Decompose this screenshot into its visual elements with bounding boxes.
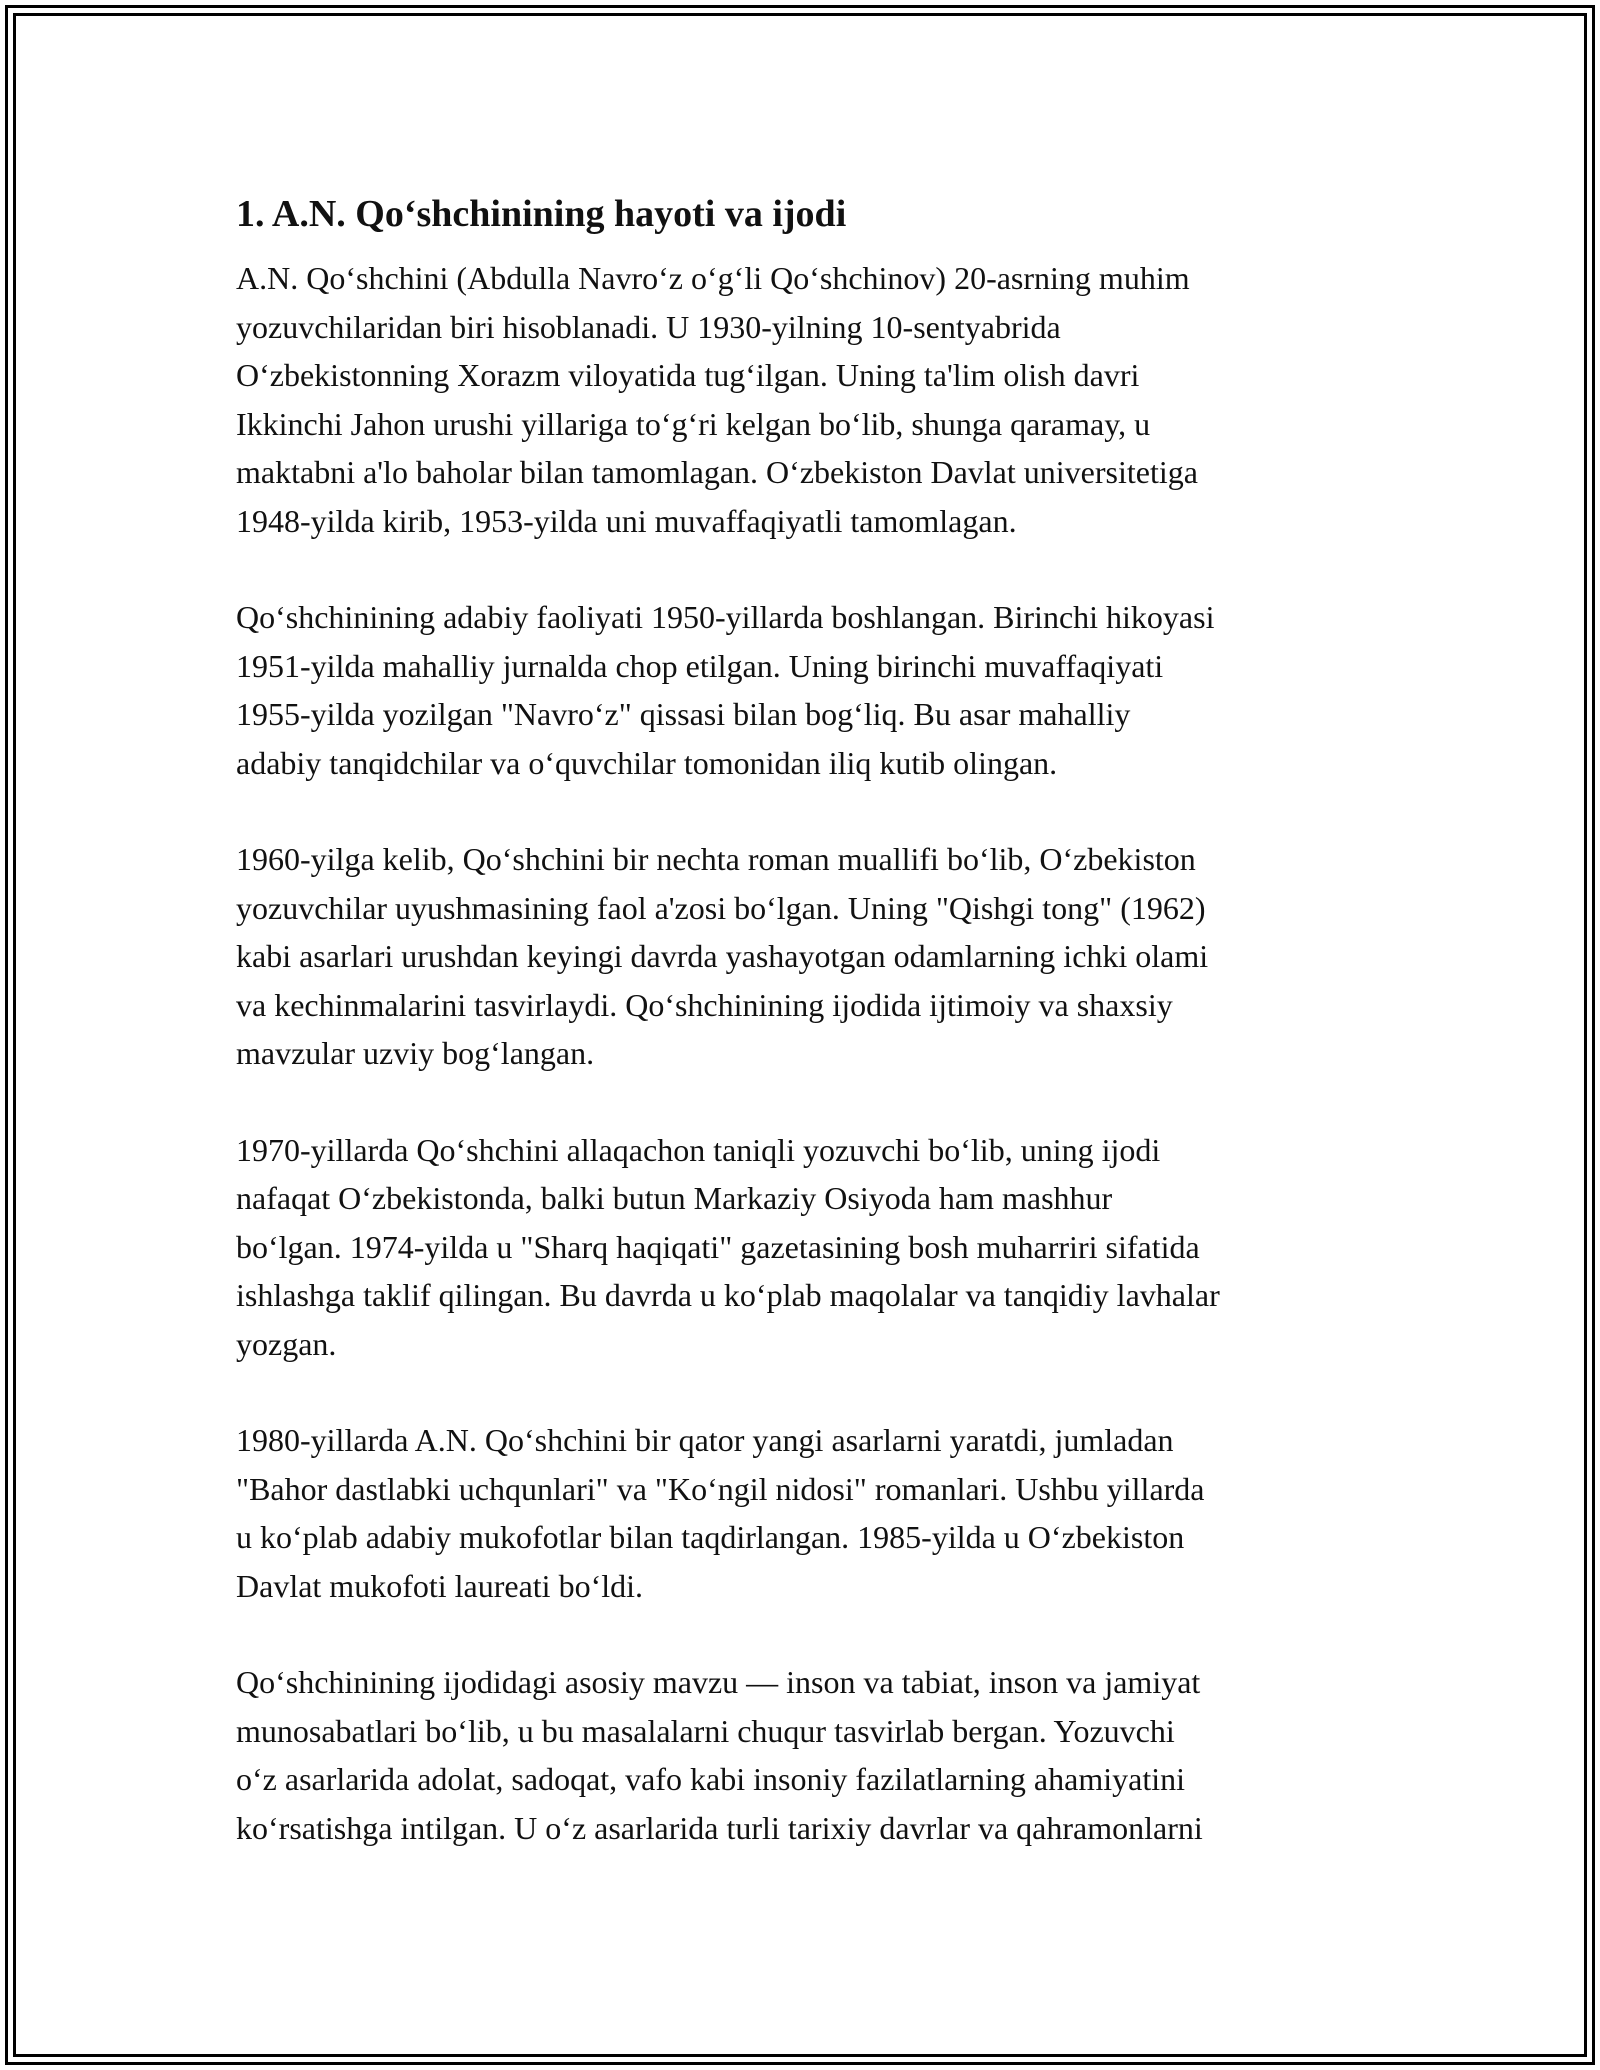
paragraph-line: o‘z asarlarida adolat, sadoqat, vafo kabi insoniy fazilatlarning ahamiyatini — [236, 1761, 1185, 1797]
paragraph-line: va kechinmalarini tasvirlaydi. Qo‘shchinining ijodida ijtimoiy va shaxsiy — [236, 986, 1173, 1023]
paragraph-line: Davlat mukofoti laureati bo‘ldi. — [236, 1567, 643, 1604]
paragraph-biography — [236, 254, 1371, 545]
paragraph-line: "Bahor dastlabki uchqunlari" va "Ko‘ngil nidosi" romanlari. Ushbu yillarda — [236, 1470, 1205, 1507]
paragraph-1960s — [236, 835, 1371, 1078]
paragraph-line: 1951-yilda mahalliy jurnalda chop etilgan. Uning birinchi muvaffaqiyati — [236, 647, 1164, 684]
paragraph-main-themes — [236, 1658, 1371, 1852]
paragraph-line: yozuvchilar uyushmasining faol a'zosi bo‘lgan. Uning "Qishgi tong" (1962) — [236, 889, 1206, 926]
paragraph-line: O‘zbekistonning Xorazm viloyatida tug‘ilgan. Uning ta'lim olish davri — [236, 357, 1140, 393]
paragraph-line: 1955-yilda yozilgan "Navro‘z" qissasi bilan bog‘liq. Bu asar mahalliy — [236, 696, 1131, 732]
paragraph-1980s — [236, 1416, 1371, 1610]
paragraph-line: yozuvchilaridan biri hisoblanadi. U 1930-yilning 10-sentyabrida — [236, 308, 1061, 345]
paragraph-line: nafaqat O‘zbekistonda, balki butun Markaziy Osiyoda ham mashhur — [236, 1180, 1113, 1216]
paragraph-line: kabi asarlari urushdan keyingi davrda yashayotgan odamlarning ichki olami — [236, 938, 1209, 974]
paragraph-line: ishlashga taklif qilingan. Bu davrda u ko‘plab maqolalar va tanqidiy lavhalar — [236, 1277, 1220, 1313]
paragraph-line: u ko‘plab adabiy mukofotlar bilan taqdirlangan. 1985-yilda u O‘zbekiston — [236, 1519, 1185, 1555]
document-title: 1. A.N. Qo‘shchinining hayoti va ijodi — [236, 193, 847, 235]
paragraph-line: mavzular uzviy bog‘langan. — [236, 1035, 595, 1071]
paragraph-line: 1980-yillarda A.N. Qo‘shchini bir qator yangi asarlarni yaratdi, jumladan — [236, 1422, 1174, 1458]
paragraph-line: yozgan. — [236, 1325, 337, 1362]
paragraph-line: 1960-yilga kelib, Qo‘shchini bir nechta roman muallifi bo‘lib, O‘zbekiston — [236, 841, 1196, 877]
paragraph-line: bo‘lgan. 1974-yilda u "Sharq haqiqati" gazetasining bosh muharriri sifatida — [236, 1228, 1200, 1265]
paragraph-line: 1970-yillarda Qo‘shchini allaqachon taniqli yozuvchi bo‘lib, uning ijodi — [236, 1131, 1161, 1168]
paragraph-line: 1948-yilda kirib, 1953-yilda uni muvaffaqiyatli tamomlagan. — [236, 502, 1017, 539]
paragraph-line: Ikkinchi Jahon urushi yillariga to‘g‘ri kelgan bo‘lib, shunga qaramay, u — [236, 405, 1151, 442]
paragraph-line: adabiy tanqidchilar va o‘quvchilar tomonidan iliq kutib olingan. — [236, 744, 1058, 781]
paragraph-line: ko‘rsatishga intilgan. U o‘z asarlarida turli tarixiy davrlar va qahramonlarni — [236, 1809, 1203, 1846]
paragraph-line: A.N. Qo‘shchini (Abdulla Navro‘z o‘g‘li Qo‘shchinov) 20-asrning muhim — [236, 260, 1190, 296]
paragraph-literary-start — [236, 593, 1371, 787]
paragraph-line: Qo‘shchinining adabiy faoliyati 1950-yillarda boshlangan. Birinchi hikoyasi — [236, 599, 1215, 635]
paragraph-line: munosabatlari bo‘lib, u bu masalalarni chuqur tasvirlab bergan. Yozuvchi — [236, 1712, 1175, 1749]
paragraph-line: Qo‘shchinining ijodidagi asosiy mavzu — inson va tabiat, inson va jamiyat — [236, 1664, 1201, 1700]
paragraph-line: maktabni a'lo baholar bilan tamomlagan. O‘zbekiston Davlat universitetiga — [236, 454, 1198, 490]
paragraph-1970s — [236, 1126, 1371, 1369]
document-body — [236, 186, 1371, 1852]
